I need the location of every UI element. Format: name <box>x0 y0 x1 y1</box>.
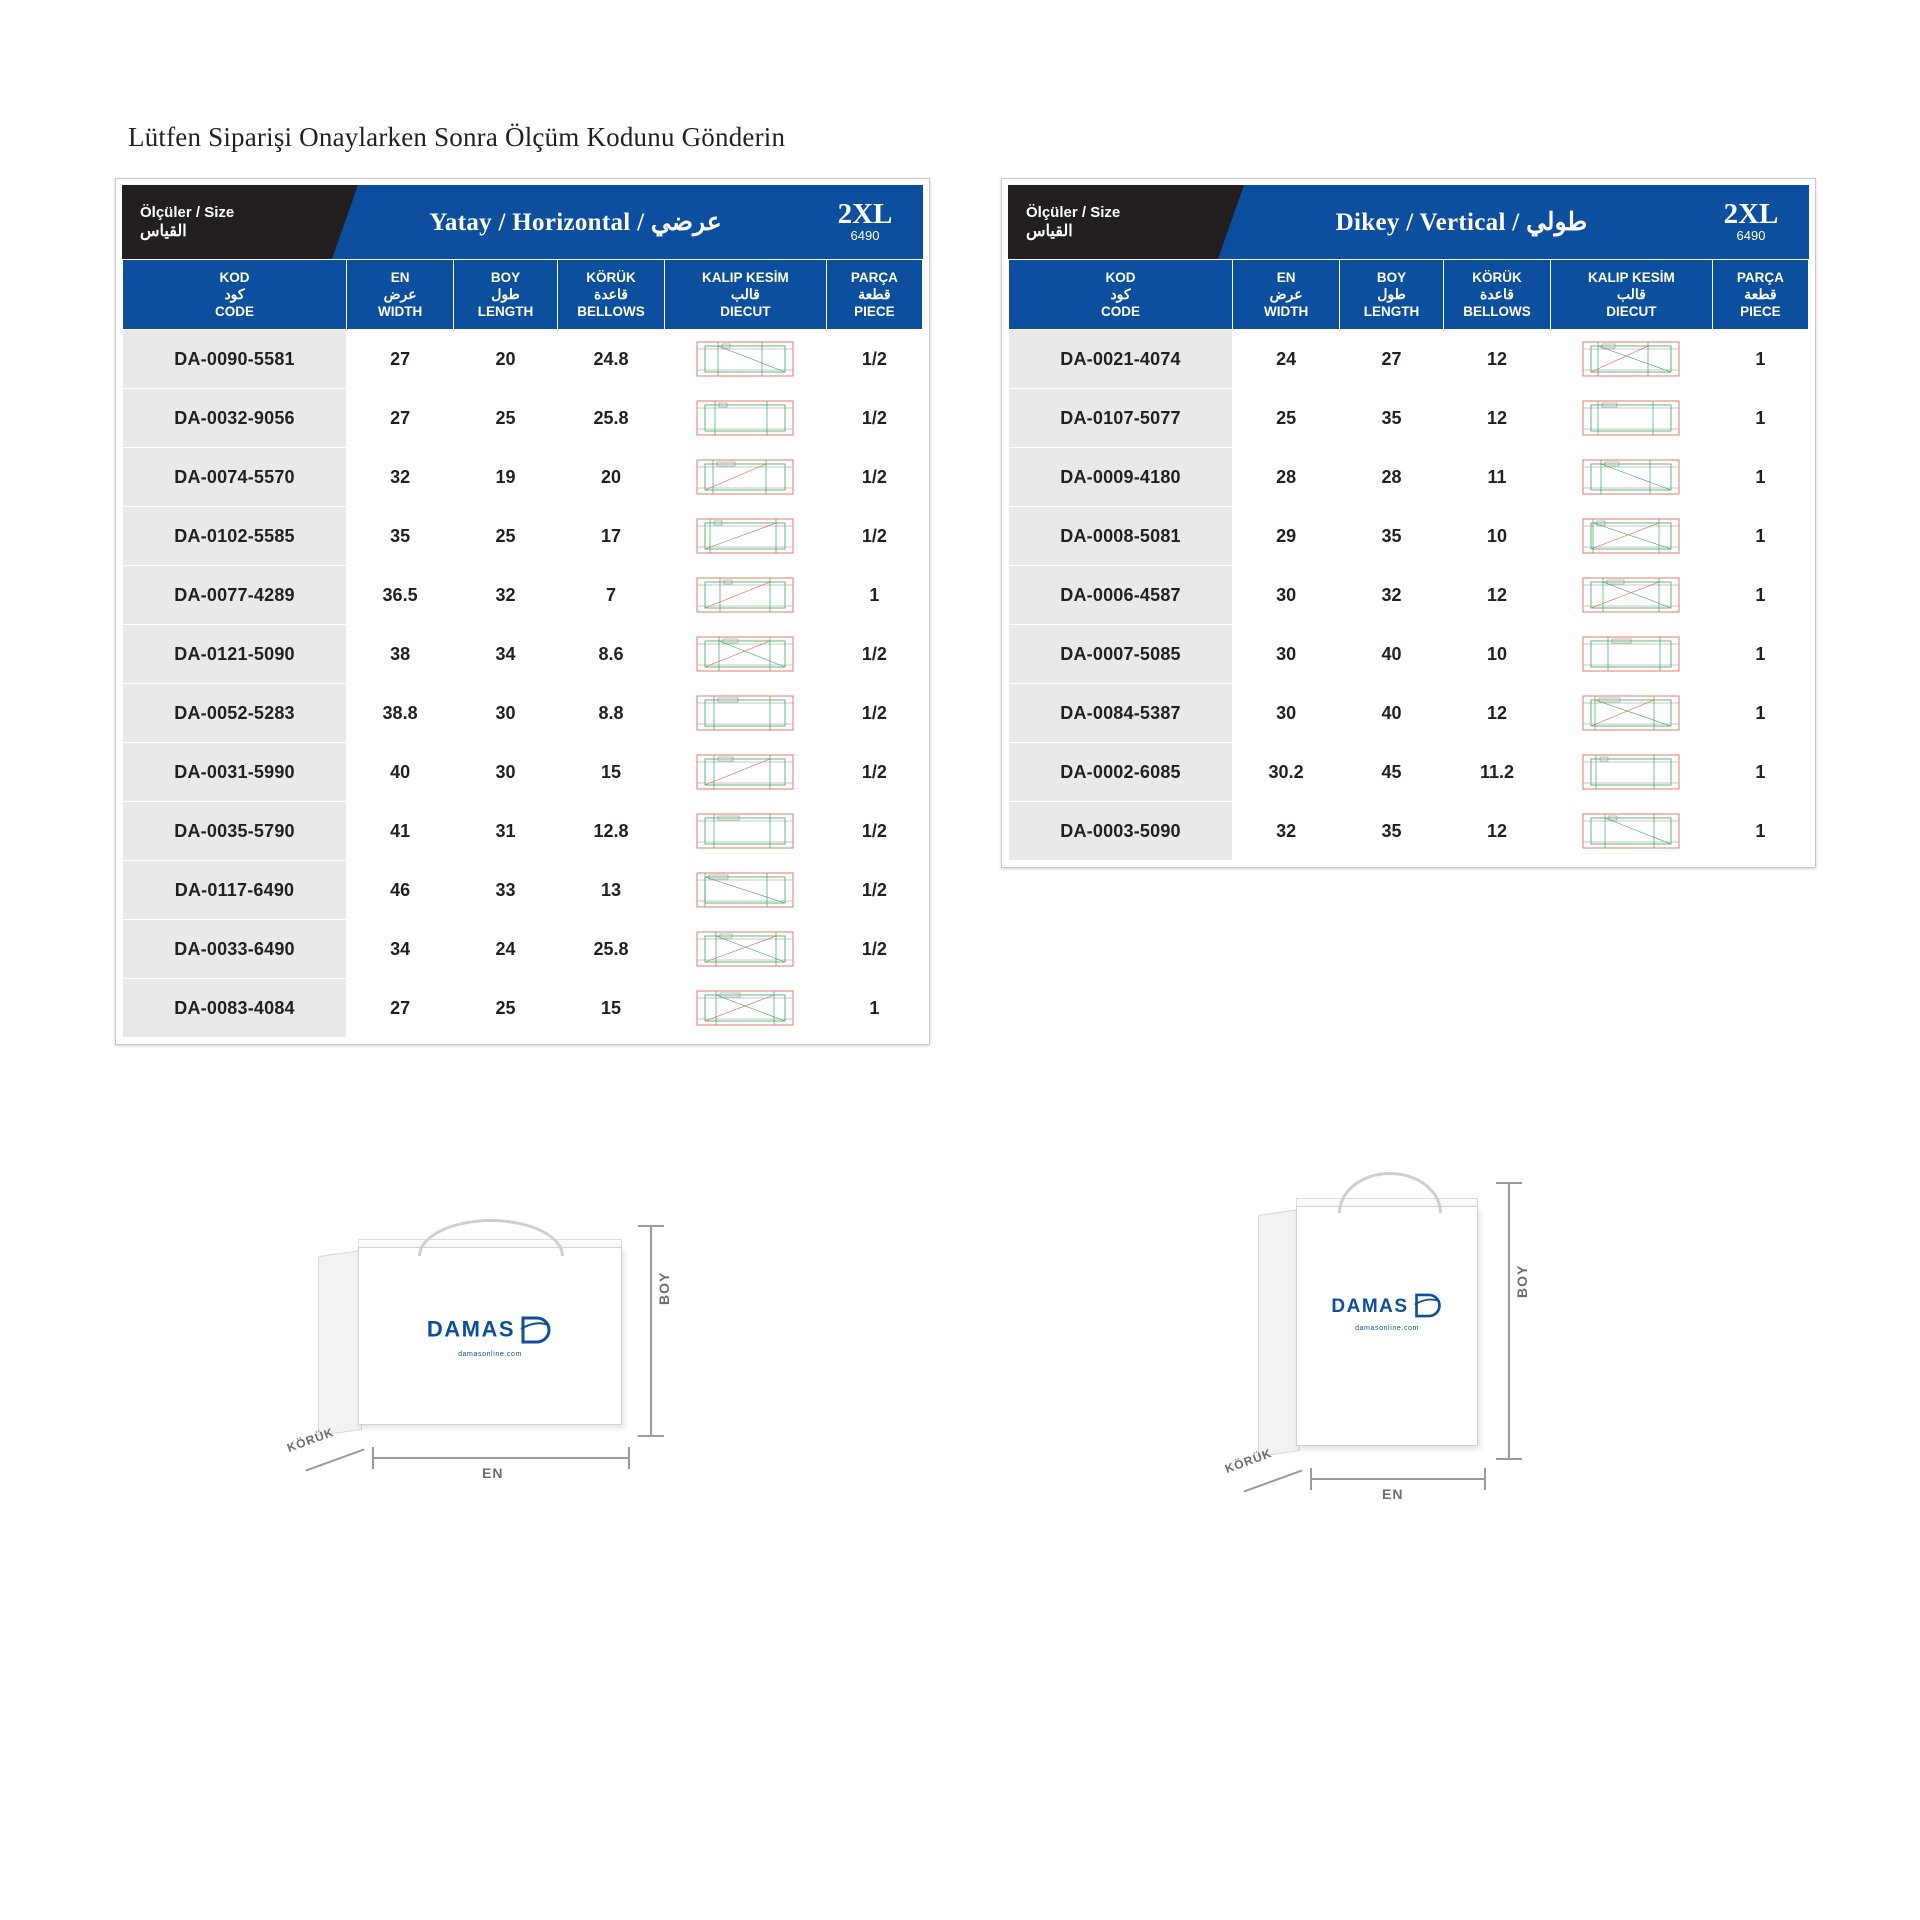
cell-diecut-preview <box>665 920 827 979</box>
cell-code: DA-0107-5077 <box>1009 389 1233 448</box>
banner-size-code: 6490 <box>1736 228 1766 243</box>
bag-logo-name: DAMAS <box>426 1316 516 1342</box>
bag-logo-sub: damasonline.com <box>458 1351 522 1358</box>
cell-code: DA-0121-5090 <box>123 625 347 684</box>
dim-tick-bottom <box>638 1435 664 1437</box>
cell-code: DA-0077-4289 <box>123 566 347 625</box>
diecut-drawing-icon <box>1577 808 1685 854</box>
size-table-horizontal <box>122 259 923 1038</box>
panel-inner <box>1002 179 1815 867</box>
table-row <box>123 448 923 507</box>
cell-width: 24 <box>1233 330 1340 389</box>
logo-d-icon <box>519 1315 553 1350</box>
banner-size-label-arabic: القياس <box>1026 222 1073 240</box>
table-body-horizontal <box>123 330 923 1038</box>
cell-code: DA-0021-4074 <box>1009 330 1233 389</box>
banner-size-value: 2XL <box>837 198 893 230</box>
cell-length: 31 <box>454 802 558 861</box>
dim-tick-right <box>1484 1468 1486 1490</box>
cell-length: 28 <box>1340 448 1444 507</box>
size-table-panel-vertical <box>1001 178 1816 868</box>
cell-bellows: 12 <box>1443 566 1550 625</box>
banner-orientation-horizontal: Yatay / Horizontal / عرضي <box>429 209 722 236</box>
cell-length: 20 <box>454 330 558 389</box>
table-row <box>123 920 923 979</box>
cell-diecut-preview <box>665 330 827 389</box>
panel-inner <box>116 179 929 1044</box>
diecut-drawing-icon <box>691 631 799 677</box>
bag-handle <box>1338 1172 1442 1213</box>
cell-piece: 1/2 <box>826 920 922 979</box>
dim-line-gusset <box>1244 1469 1303 1492</box>
cell-width: 32 <box>1233 802 1340 861</box>
cell-bellows: 24.8 <box>557 330 664 389</box>
cell-piece: 1 <box>1712 507 1808 566</box>
cell-width: 27 <box>347 979 454 1038</box>
cell-length: 19 <box>454 448 558 507</box>
cell-diecut-preview <box>1551 566 1713 625</box>
table-row <box>123 566 923 625</box>
cell-bellows: 12 <box>1443 330 1550 389</box>
cell-width: 29 <box>1233 507 1340 566</box>
table-row <box>123 743 923 802</box>
col-width: EN عرض WIDTH <box>1233 260 1340 330</box>
cell-width: 27 <box>347 330 454 389</box>
dim-line-width <box>1310 1478 1486 1480</box>
table-row <box>1009 625 1809 684</box>
col-length: BOY طول LENGTH <box>1340 260 1444 330</box>
dim-label-width: EN <box>482 1465 504 1481</box>
diecut-drawing-icon <box>1577 631 1685 677</box>
cell-piece: 1/2 <box>826 507 922 566</box>
col-bellows: KÖRÜK قاعدة BELLOWS <box>557 260 664 330</box>
cell-width: 32 <box>347 448 454 507</box>
dim-label-width: EN <box>1382 1486 1404 1502</box>
cell-length: 35 <box>1340 507 1444 566</box>
cell-length: 40 <box>1340 625 1444 684</box>
diecut-drawing-icon <box>1577 336 1685 382</box>
diecut-drawing-icon <box>1577 395 1685 441</box>
cell-code: DA-0035-5790 <box>123 802 347 861</box>
table-header-row <box>123 260 923 330</box>
cell-piece: 1 <box>1712 625 1808 684</box>
bag-illustration-horizontal <box>285 1195 730 1525</box>
banner-size-badge-vertical <box>1705 200 1809 244</box>
cell-diecut-preview <box>1551 507 1713 566</box>
cell-diecut-preview <box>665 979 827 1038</box>
cell-length: 45 <box>1340 743 1444 802</box>
cell-code: DA-0031-5990 <box>123 743 347 802</box>
cell-piece: 1/2 <box>826 743 922 802</box>
size-table-vertical <box>1008 259 1809 861</box>
cell-code: DA-0084-5387 <box>1009 684 1233 743</box>
diecut-drawing-icon <box>1577 749 1685 795</box>
cell-width: 41 <box>347 802 454 861</box>
cell-diecut-preview <box>1551 389 1713 448</box>
cell-width: 28 <box>1233 448 1340 507</box>
cell-width: 30 <box>1233 684 1340 743</box>
cell-bellows: 17 <box>557 507 664 566</box>
cell-width: 30 <box>1233 625 1340 684</box>
cell-piece: 1 <box>1712 389 1808 448</box>
col-diecut: KALIP KESİM قالب DIECUT <box>665 260 827 330</box>
cell-code: DA-0102-5585 <box>123 507 347 566</box>
cell-diecut-preview <box>665 743 827 802</box>
cell-diecut-preview <box>1551 802 1713 861</box>
cell-length: 32 <box>454 566 558 625</box>
cell-length: 40 <box>1340 684 1444 743</box>
table-row <box>123 507 923 566</box>
cell-length: 32 <box>1340 566 1444 625</box>
cell-piece: 1 <box>1712 566 1808 625</box>
cell-length: 24 <box>454 920 558 979</box>
diecut-drawing-icon <box>691 336 799 382</box>
cell-bellows: 12 <box>1443 389 1550 448</box>
cell-piece: 1 <box>826 979 922 1038</box>
cell-piece: 1 <box>1712 684 1808 743</box>
table-row <box>1009 802 1809 861</box>
diecut-drawing-icon <box>691 985 799 1031</box>
dim-label-height: BOY <box>1514 1264 1530 1298</box>
cell-bellows: 12 <box>1443 802 1550 861</box>
cell-width: 34 <box>347 920 454 979</box>
cell-code: DA-0074-5570 <box>123 448 347 507</box>
diecut-drawing-icon <box>691 808 799 854</box>
cell-width: 35 <box>347 507 454 566</box>
cell-piece: 1/2 <box>826 389 922 448</box>
table-row <box>123 684 923 743</box>
dim-tick-top <box>1496 1182 1522 1184</box>
cell-diecut-preview <box>665 625 827 684</box>
col-piece: PARÇA قطعة PIECE <box>826 260 922 330</box>
table-row <box>1009 566 1809 625</box>
cell-code: DA-0007-5085 <box>1009 625 1233 684</box>
page-title: Lütfen Siparişi Onaylarken Sonra Ölçüm Kodunu Gönderin <box>128 122 786 152</box>
cell-bellows: 10 <box>1443 507 1550 566</box>
cell-diecut-preview <box>665 861 827 920</box>
diecut-drawing-icon <box>691 926 799 972</box>
cell-bellows: 8.8 <box>557 684 664 743</box>
diecut-drawing-icon <box>691 690 799 736</box>
bag-illustration-vertical <box>1223 1150 1590 1530</box>
cell-bellows: 8.6 <box>557 625 664 684</box>
dim-tick-top <box>638 1225 664 1227</box>
cell-code: DA-0033-6490 <box>123 920 347 979</box>
cell-diecut-preview <box>665 448 827 507</box>
col-diecut: KALIP KESİM قالب DIECUT <box>1551 260 1713 330</box>
cell-diecut-preview <box>665 389 827 448</box>
cell-diecut-preview <box>1551 448 1713 507</box>
table-row <box>123 625 923 684</box>
table-row <box>1009 448 1809 507</box>
cell-piece: 1/2 <box>826 625 922 684</box>
cell-bellows: 25.8 <box>557 920 664 979</box>
cell-width: 40 <box>347 743 454 802</box>
cell-length: 30 <box>454 743 558 802</box>
bag-logo <box>1312 1292 1462 1333</box>
banner-size-label <box>1008 185 1218 259</box>
diecut-drawing-icon <box>1577 513 1685 559</box>
cell-width: 46 <box>347 861 454 920</box>
logo-d-icon <box>1413 1292 1443 1324</box>
banner-size-label-latin: Ölçüler / Size <box>140 203 235 221</box>
cell-piece: 1 <box>1712 448 1808 507</box>
cell-diecut-preview <box>1551 625 1713 684</box>
col-code: KOD كود CODE <box>123 260 347 330</box>
cell-code: DA-0009-4180 <box>1009 448 1233 507</box>
banner-orientation-vertical: Dikey / Vertical / طولي <box>1335 209 1588 236</box>
diecut-drawing-icon <box>691 749 799 795</box>
table-row <box>1009 389 1809 448</box>
col-bellows: KÖRÜK قاعدة BELLOWS <box>1443 260 1550 330</box>
cell-bellows: 15 <box>557 979 664 1038</box>
cell-bellows: 25.8 <box>557 389 664 448</box>
cell-width: 25 <box>1233 389 1340 448</box>
cell-diecut-preview <box>1551 330 1713 389</box>
size-table-panel-horizontal <box>115 178 930 1045</box>
table-row <box>1009 684 1809 743</box>
cell-bellows: 11 <box>1443 448 1550 507</box>
table-row <box>123 802 923 861</box>
dim-tick-bottom <box>1496 1458 1522 1460</box>
diecut-drawing-icon <box>691 572 799 618</box>
table-row <box>123 389 923 448</box>
cell-bellows: 7 <box>557 566 664 625</box>
banner-size-label-latin: Ölçüler / Size <box>1026 203 1121 221</box>
dim-tick-left <box>372 1447 374 1469</box>
table-row <box>123 330 923 389</box>
dim-line-height <box>650 1225 652 1437</box>
cell-code: DA-0002-6085 <box>1009 743 1233 802</box>
table-body-vertical <box>1009 330 1809 861</box>
col-piece: PARÇA قطعة PIECE <box>1712 260 1808 330</box>
cell-piece: 1/2 <box>826 861 922 920</box>
cell-code: DA-0008-5081 <box>1009 507 1233 566</box>
cell-diecut-preview <box>1551 684 1713 743</box>
cell-piece: 1/2 <box>826 684 922 743</box>
banner-size-badge-horizontal <box>819 200 923 244</box>
cell-length: 34 <box>454 625 558 684</box>
cell-diecut-preview <box>1551 743 1713 802</box>
cell-length: 30 <box>454 684 558 743</box>
cell-width: 30.2 <box>1233 743 1340 802</box>
cell-width: 36.5 <box>347 566 454 625</box>
diecut-drawing-icon <box>691 867 799 913</box>
dim-line-width <box>372 1457 630 1459</box>
cell-bellows: 10 <box>1443 625 1550 684</box>
panel-banner-vertical <box>1008 185 1809 259</box>
diecut-drawing-icon <box>1577 454 1685 500</box>
cell-code: DA-0052-5283 <box>123 684 347 743</box>
cell-piece: 1 <box>1712 802 1808 861</box>
cell-length: 25 <box>454 979 558 1038</box>
cell-length: 35 <box>1340 389 1444 448</box>
cell-code: DA-0006-4587 <box>1009 566 1233 625</box>
dim-label-height: BOY <box>656 1271 672 1305</box>
cell-length: 33 <box>454 861 558 920</box>
cell-piece: 1 <box>1712 743 1808 802</box>
cell-piece: 1/2 <box>826 802 922 861</box>
cell-code: DA-0090-5581 <box>123 330 347 389</box>
cell-bellows: 15 <box>557 743 664 802</box>
cell-piece: 1/2 <box>826 330 922 389</box>
banner-size-value: 2XL <box>1723 198 1779 230</box>
banner-size-code: 6490 <box>850 228 880 243</box>
dim-line-height <box>1508 1182 1510 1460</box>
cell-length: 35 <box>1340 802 1444 861</box>
table-row <box>123 979 923 1038</box>
cell-piece: 1/2 <box>826 448 922 507</box>
cell-bellows: 12.8 <box>557 802 664 861</box>
table-header-row <box>1009 260 1809 330</box>
diecut-drawing-icon <box>691 395 799 441</box>
bag-logo-name: DAMAS <box>1331 1296 1409 1318</box>
table-row <box>1009 330 1809 389</box>
cell-code: DA-0032-9056 <box>123 389 347 448</box>
cell-diecut-preview <box>665 684 827 743</box>
cell-width: 38.8 <box>347 684 454 743</box>
cell-piece: 1 <box>826 566 922 625</box>
cell-bellows: 13 <box>557 861 664 920</box>
cell-code: DA-0083-4084 <box>123 979 347 1038</box>
cell-code: DA-0003-5090 <box>1009 802 1233 861</box>
banner-size-label-arabic: القياس <box>140 222 187 240</box>
cell-length: 27 <box>1340 330 1444 389</box>
cell-bellows: 11.2 <box>1443 743 1550 802</box>
table-row <box>1009 507 1809 566</box>
bag-handle <box>418 1219 564 1256</box>
cell-width: 27 <box>347 389 454 448</box>
cell-diecut-preview <box>665 507 827 566</box>
dim-line-gusset <box>306 1448 365 1471</box>
cell-width: 30 <box>1233 566 1340 625</box>
col-width: EN عرض WIDTH <box>347 260 454 330</box>
cell-code: DA-0117-6490 <box>123 861 347 920</box>
cell-width: 38 <box>347 625 454 684</box>
diecut-drawing-icon <box>1577 572 1685 618</box>
cell-bellows: 12 <box>1443 684 1550 743</box>
cell-length: 25 <box>454 507 558 566</box>
bag-logo <box>400 1315 580 1359</box>
dim-tick-right <box>628 1447 630 1469</box>
cell-length: 25 <box>454 389 558 448</box>
dim-label-gusset: KÖRÜK <box>285 1425 336 1455</box>
panel-banner-horizontal <box>122 185 923 259</box>
cell-diecut-preview <box>665 802 827 861</box>
col-code: KOD كود CODE <box>1009 260 1233 330</box>
col-length: BOY طول LENGTH <box>454 260 558 330</box>
dim-tick-left <box>1310 1468 1312 1490</box>
cell-diecut-preview <box>665 566 827 625</box>
banner-size-label <box>122 185 332 259</box>
dim-label-gusset: KÖRÜK <box>1223 1446 1274 1476</box>
table-row <box>123 861 923 920</box>
cell-piece: 1 <box>1712 330 1808 389</box>
bag-gusset <box>318 1250 362 1436</box>
bag-logo-sub: damasonline.com <box>1355 1325 1419 1332</box>
diecut-drawing-icon <box>691 454 799 500</box>
diecut-drawing-icon <box>691 513 799 559</box>
bag-gusset <box>1258 1209 1300 1457</box>
diecut-drawing-icon <box>1577 690 1685 736</box>
cell-bellows: 20 <box>557 448 664 507</box>
table-row <box>1009 743 1809 802</box>
